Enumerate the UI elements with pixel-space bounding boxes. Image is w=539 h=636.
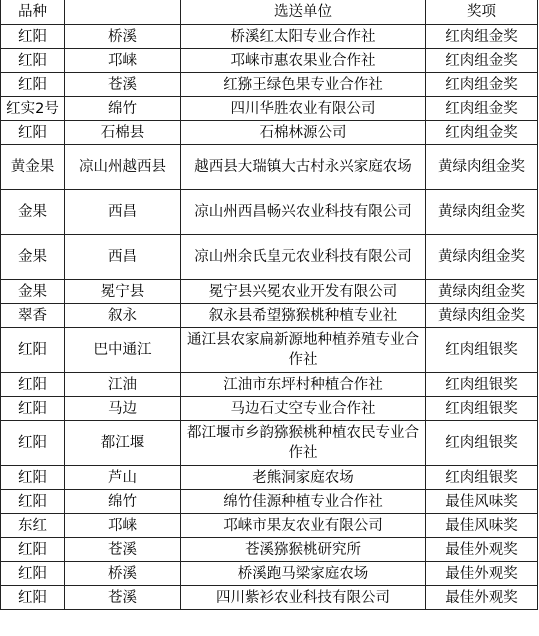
table-row xyxy=(1,280,538,304)
cell-region: 西昌 xyxy=(65,190,181,235)
cell-region: 西昌 xyxy=(65,235,181,280)
table-row xyxy=(1,421,538,466)
cell-award: 黄绿肉组金奖 xyxy=(426,304,538,328)
table-row xyxy=(1,514,538,538)
cell-award: 黄绿肉组金奖 xyxy=(426,190,538,235)
cell-award: 红肉组金奖 xyxy=(426,97,538,121)
cell-unit: 凉山州余氏皇元农业科技有限公司 xyxy=(181,235,426,280)
cell-award: 红肉组金奖 xyxy=(426,73,538,97)
cell-region: 凉山州越西县 xyxy=(65,145,181,190)
cell-variety: 红实2号 xyxy=(1,97,65,121)
cell-unit: 江油市东坪村种植合作社 xyxy=(181,373,426,397)
cell-unit: 桥溪红太阳专业合作社 xyxy=(181,25,426,49)
cell-variety: 金果 xyxy=(1,235,65,280)
cell-variety: 红阳 xyxy=(1,49,65,73)
cell-variety: 红阳 xyxy=(1,73,65,97)
cell-unit: 石棉林源公司 xyxy=(181,121,426,145)
cell-unit: 苍溪猕猴桃研究所 xyxy=(181,538,426,562)
cell-region: 都江堰 xyxy=(65,421,181,466)
cell-variety: 红阳 xyxy=(1,373,65,397)
cell-variety: 黄金果 xyxy=(1,145,65,190)
cell-region: 叙永 xyxy=(65,304,181,328)
table-row xyxy=(1,121,538,145)
cell-unit: 马边石丈空专业合作社 xyxy=(181,397,426,421)
cell-unit: 都江堰市乡韵猕猴桃种植农民专业合作社 xyxy=(181,421,426,466)
cell-region: 苍溪 xyxy=(65,538,181,562)
cell-award: 最佳外观奖 xyxy=(426,538,538,562)
cell-variety: 红阳 xyxy=(1,25,65,49)
table-row xyxy=(1,466,538,490)
table-row xyxy=(1,73,538,97)
cell-region: 石棉县 xyxy=(65,121,181,145)
cell-unit: 冕宁县兴冕农业开发有限公司 xyxy=(181,280,426,304)
cell-region: 邛崃 xyxy=(65,514,181,538)
cell-variety: 金果 xyxy=(1,280,65,304)
cell-award: 最佳风味奖 xyxy=(426,490,538,514)
cell-award: 黄绿肉组金奖 xyxy=(426,145,538,190)
cell-unit: 邛崃市惠农果业合作社 xyxy=(181,49,426,73)
cell-unit: 凉山州西昌畅兴农业科技有限公司 xyxy=(181,190,426,235)
cell-region: 巴中通江 xyxy=(65,328,181,373)
cell-variety: 红阳 xyxy=(1,562,65,586)
cell-region: 冕宁县 xyxy=(65,280,181,304)
table-body xyxy=(1,25,538,610)
cell-award: 红肉组金奖 xyxy=(426,121,538,145)
cell-unit: 邛崃市果友农业有限公司 xyxy=(181,514,426,538)
table-row xyxy=(1,25,538,49)
cell-variety: 红阳 xyxy=(1,421,65,466)
cell-award: 红肉组银奖 xyxy=(426,466,538,490)
table-row xyxy=(1,562,538,586)
cell-award: 黄绿肉组金奖 xyxy=(426,235,538,280)
cell-award: 红肉组银奖 xyxy=(426,373,538,397)
cell-variety: 东红 xyxy=(1,514,65,538)
cell-award: 红肉组银奖 xyxy=(426,421,538,466)
cell-region: 马边 xyxy=(65,397,181,421)
header-variety: 品种 xyxy=(1,0,65,25)
table-row xyxy=(1,328,538,373)
cell-variety: 红阳 xyxy=(1,490,65,514)
cell-unit: 老熊洞家庭农场 xyxy=(181,466,426,490)
cell-variety: 红阳 xyxy=(1,121,65,145)
table-row xyxy=(1,304,538,328)
cell-award: 红肉组银奖 xyxy=(426,397,538,421)
cell-region: 邛崃 xyxy=(65,49,181,73)
cell-region: 绵竹 xyxy=(65,97,181,121)
cell-variety: 红阳 xyxy=(1,586,65,610)
cell-award: 最佳风味奖 xyxy=(426,514,538,538)
cell-unit: 越西县大瑞镇大古村永兴家庭农场 xyxy=(181,145,426,190)
cell-variety: 金果 xyxy=(1,190,65,235)
cell-unit: 桥溪跑马梁家庭农场 xyxy=(181,562,426,586)
cell-award: 黄绿肉组金奖 xyxy=(426,280,538,304)
table-row xyxy=(1,538,538,562)
cell-unit: 四川紫衫农业科技有限公司 xyxy=(181,586,426,610)
table-header-row xyxy=(1,0,538,25)
cell-variety: 红阳 xyxy=(1,397,65,421)
cell-variety: 红阳 xyxy=(1,466,65,490)
table-row xyxy=(1,145,538,190)
table-row xyxy=(1,397,538,421)
header-unit: 选送单位 xyxy=(181,0,426,25)
cell-unit: 叙永县希望猕猴桃种植专业社 xyxy=(181,304,426,328)
table-row xyxy=(1,190,538,235)
cell-region: 芦山 xyxy=(65,466,181,490)
cell-region: 桥溪 xyxy=(65,562,181,586)
cell-award: 红肉组金奖 xyxy=(426,25,538,49)
cell-unit: 通江县农家扁新源地种植养殖专业合作社 xyxy=(181,328,426,373)
cell-unit: 绵竹佳源种植专业合作社 xyxy=(181,490,426,514)
table-row xyxy=(1,373,538,397)
cell-variety: 红阳 xyxy=(1,328,65,373)
cell-region: 苍溪 xyxy=(65,73,181,97)
cell-region: 江油 xyxy=(65,373,181,397)
header-region xyxy=(65,0,181,25)
header-award: 奖项 xyxy=(426,0,538,25)
cell-award: 红肉组银奖 xyxy=(426,328,538,373)
table-row xyxy=(1,235,538,280)
cell-unit: 红猕王绿色果专业合作社 xyxy=(181,73,426,97)
cell-award: 红肉组金奖 xyxy=(426,49,538,73)
table-row xyxy=(1,490,538,514)
cell-award: 最佳外观奖 xyxy=(426,586,538,610)
table-row xyxy=(1,49,538,73)
cell-region: 桥溪 xyxy=(65,25,181,49)
cell-variety: 红阳 xyxy=(1,538,65,562)
cell-unit: 四川华胜农业有限公司 xyxy=(181,97,426,121)
cell-region: 苍溪 xyxy=(65,586,181,610)
cell-variety: 翠香 xyxy=(1,304,65,328)
table-row xyxy=(1,586,538,610)
cell-region: 绵竹 xyxy=(65,490,181,514)
cell-award: 最佳外观奖 xyxy=(426,562,538,586)
table-row xyxy=(1,97,538,121)
